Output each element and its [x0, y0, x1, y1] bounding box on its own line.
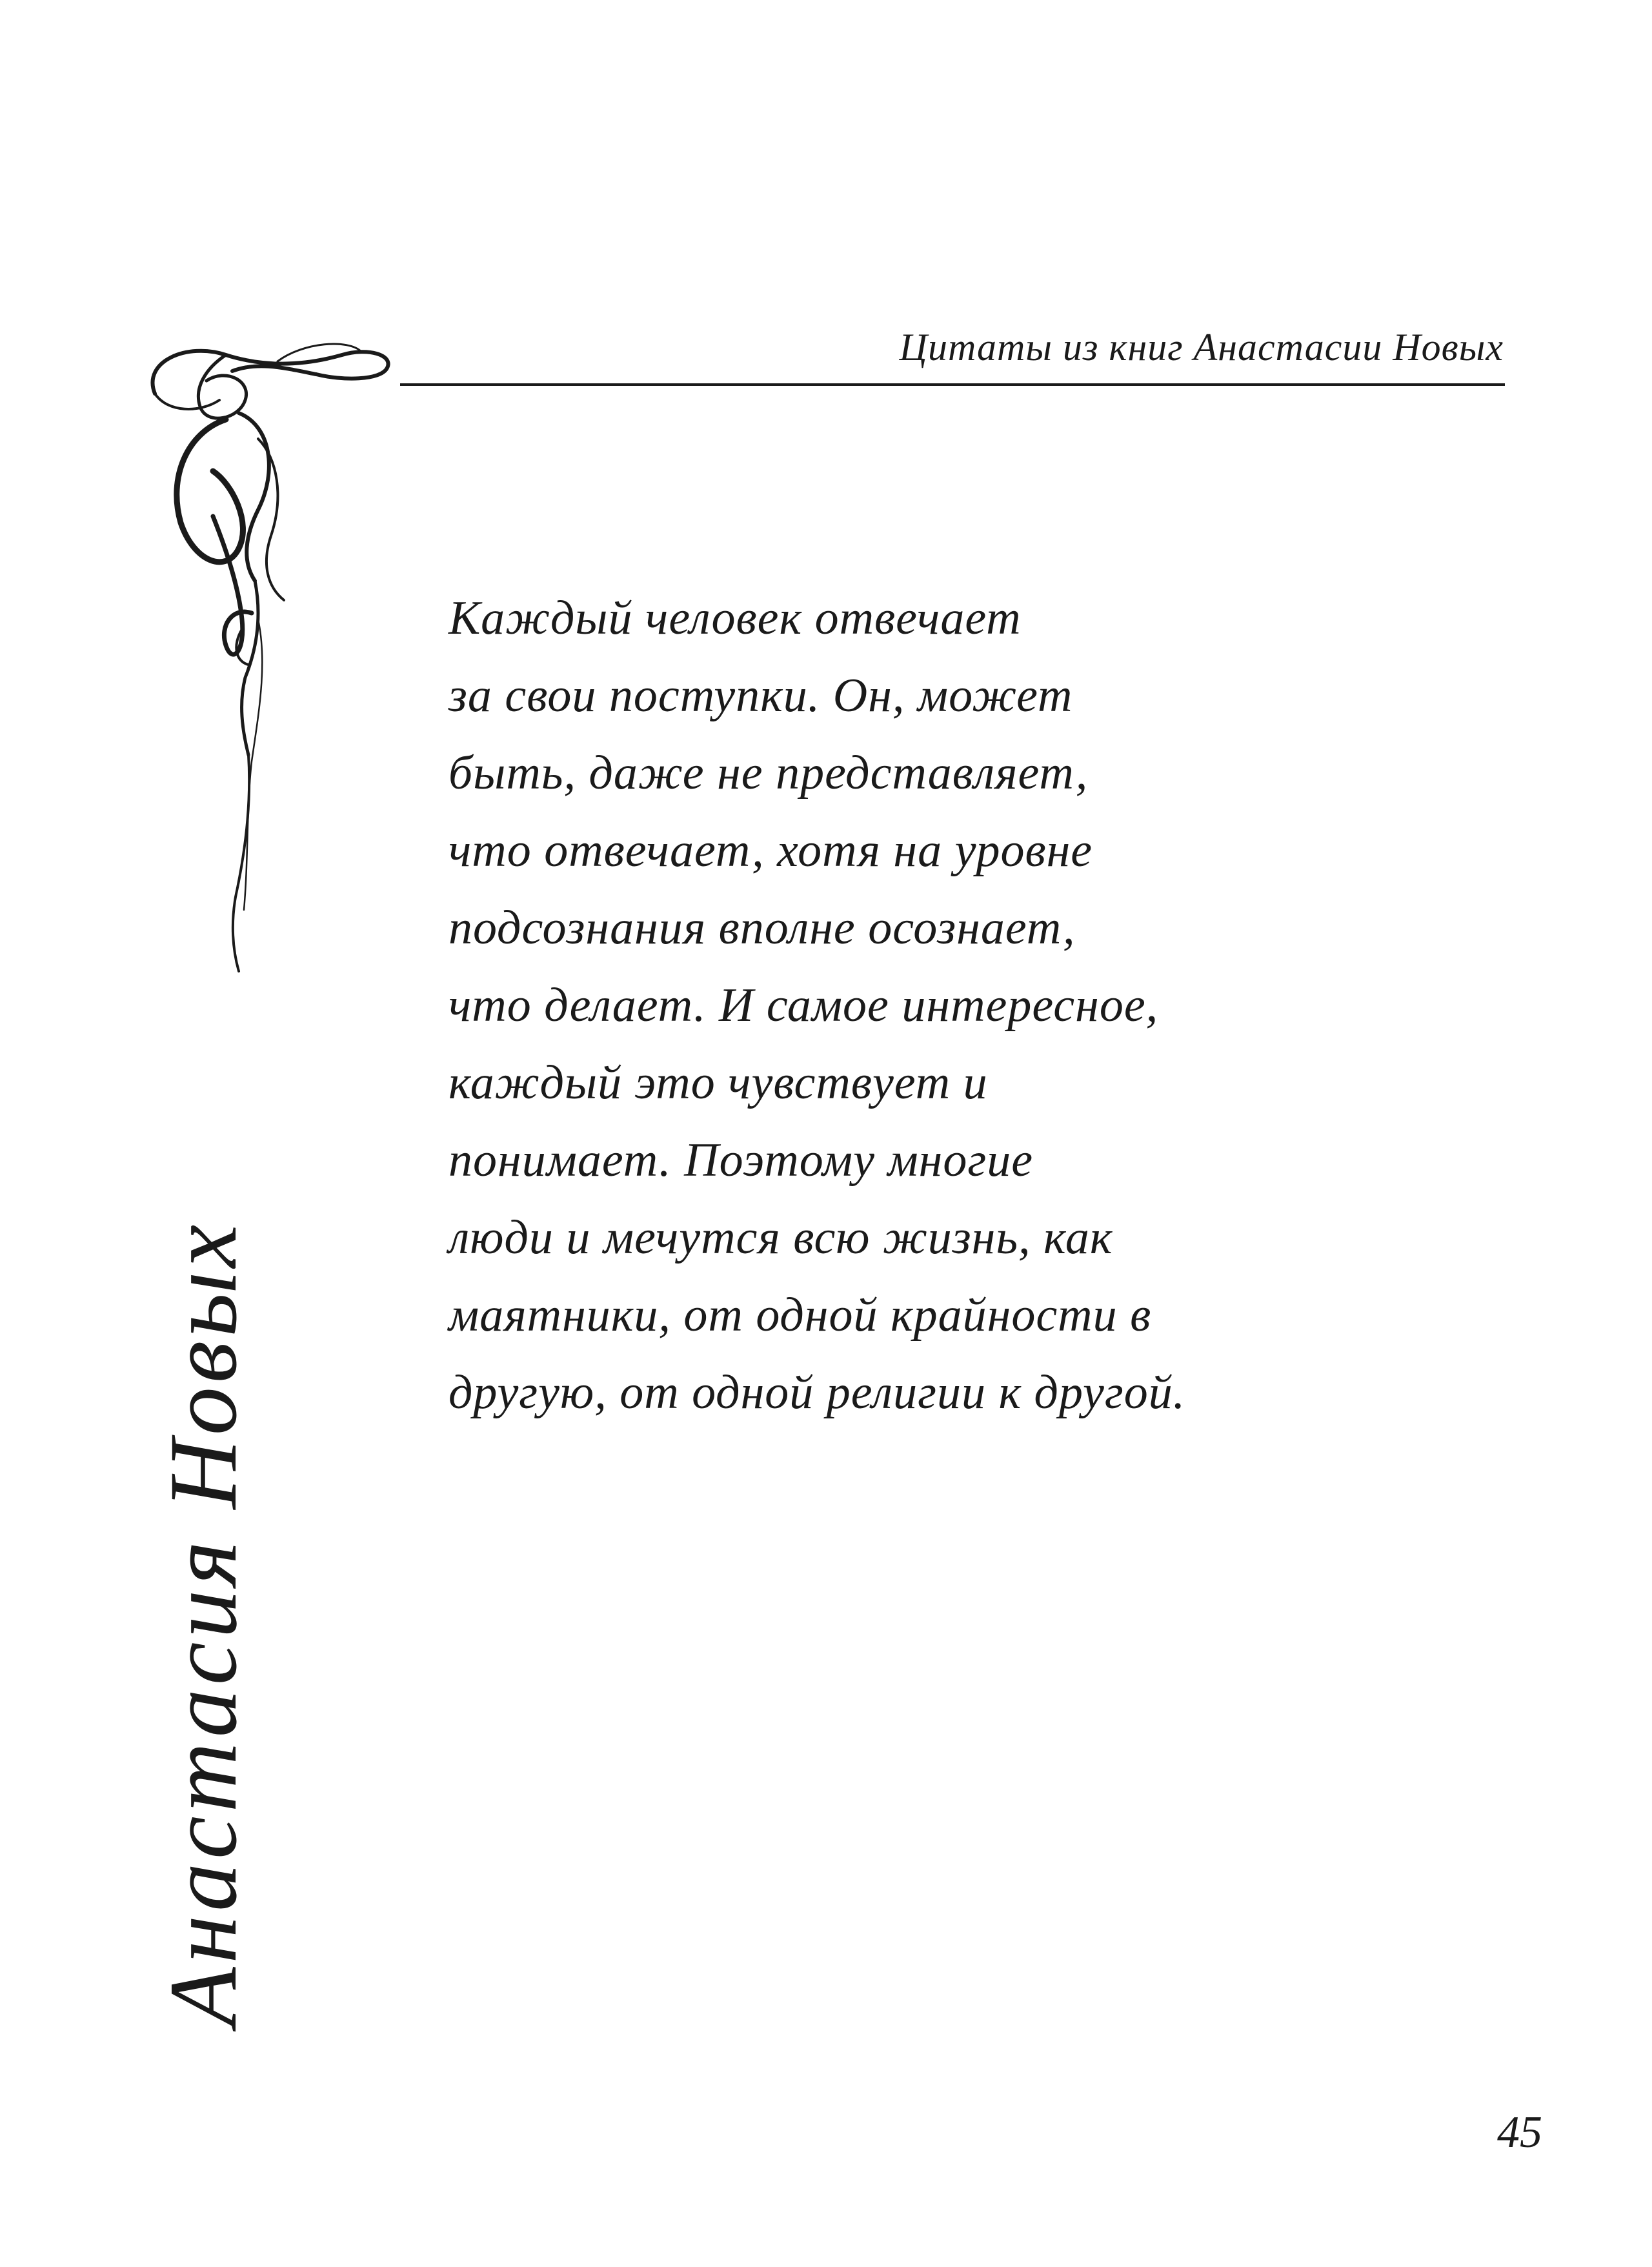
quote-line: за свои поступки. Он, может: [448, 669, 1073, 722]
quote-line: маятники, от одной крайности в: [448, 1289, 1152, 1342]
header-rule: [400, 383, 1505, 386]
quote-line: люди и мечутся всю жизнь, как: [448, 1211, 1113, 1264]
quote-line: что отвечает, хотя на уровне: [448, 824, 1093, 877]
quote-line: подсознания вполне осознает,: [448, 902, 1076, 954]
quote-line: быть, даже не представляет,: [448, 747, 1089, 800]
quote-line: Каждый человек отвечает: [448, 592, 1022, 645]
quote-line: другую, от одной религии к другой.: [448, 1366, 1186, 1419]
quote-block: [448, 579, 1384, 1431]
quote-line: каждый это чувствует и: [448, 1056, 988, 1109]
calligraphic-flourish-icon: [129, 342, 407, 987]
quote-line: что делает. И самое интересное,: [448, 979, 1159, 1032]
running-header: Цитаты из книг Анастасии Новых: [899, 326, 1504, 368]
page-number: 45: [1497, 2108, 1542, 2157]
quote-line: понимает. Поэтому многие: [448, 1134, 1034, 1187]
vertical-author-name: Анастасия Новых: [150, 1220, 257, 2026]
